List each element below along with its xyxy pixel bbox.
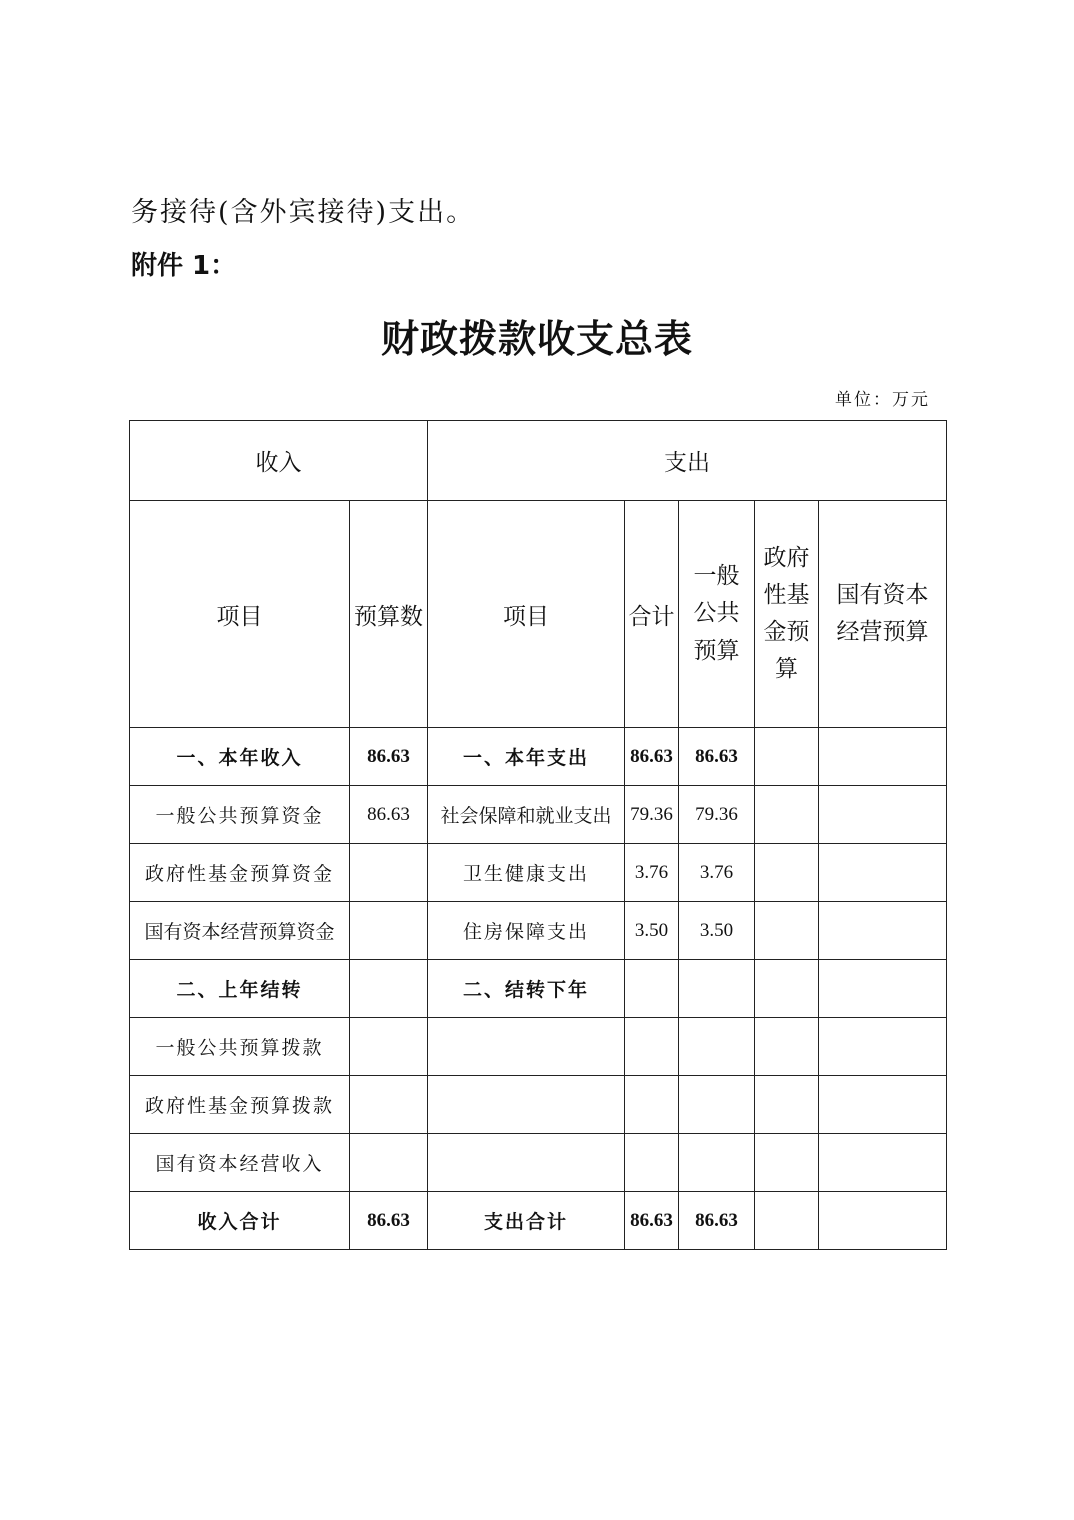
table-row: [130, 960, 947, 1018]
gov-fund-header: [755, 501, 819, 728]
total-cell: 86.63: [625, 1192, 679, 1250]
state-capital-cell: [819, 786, 947, 844]
total-cell: 3.50: [625, 902, 679, 960]
income-item-cell: 二、上年结转: [130, 960, 350, 1018]
general-budget-cell: 86.63: [679, 1192, 755, 1250]
income-budget-cell: 86.63: [350, 1192, 428, 1250]
gov-fund-cell: [755, 960, 819, 1018]
income-item-cell: 政府性基金预算资金: [130, 844, 350, 902]
expense-item-cell: 支出合计: [428, 1192, 625, 1250]
page-title: 财政拨款收支总表: [380, 316, 693, 361]
income-budget-cell: [350, 844, 428, 902]
gov-fund-cell: [755, 1018, 819, 1076]
gov-fund-header-line: 政府: [763, 544, 810, 571]
expense-item-cell: 卫生健康支出: [428, 844, 625, 902]
income-budget-cell: [350, 1134, 428, 1192]
income-budget-cell: [350, 1076, 428, 1134]
expense-item-cell: [428, 1018, 625, 1076]
expense-item-cell: 二、结转下年: [428, 960, 625, 1018]
gov-fund-cell: [755, 844, 819, 902]
income-header: 收入: [130, 421, 428, 501]
state-capital-cell: [819, 1192, 947, 1250]
table-row: [130, 844, 947, 902]
general-budget-cell: [679, 1134, 755, 1192]
state-capital-cell: [819, 1076, 947, 1134]
total-cell: [625, 1018, 679, 1076]
state-capital-header-line: 国有资本: [836, 581, 929, 608]
gov-fund-cell: [755, 1192, 819, 1250]
expense-item-cell: [428, 1134, 625, 1192]
state-capital-cell: [819, 960, 947, 1018]
total-cell: 86.63: [625, 728, 679, 786]
total-cell: [625, 1076, 679, 1134]
income-item-header: 项目: [130, 501, 350, 728]
expense-item-cell: 社会保障和就业支出: [428, 786, 625, 844]
general-budget-cell: 86.63: [679, 728, 755, 786]
general-budget-cell: [679, 960, 755, 1018]
total-cell: 3.76: [625, 844, 679, 902]
state-capital-cell: [819, 1018, 947, 1076]
gov-fund-header-line: 金预: [763, 619, 810, 645]
state-capital-cell: [819, 728, 947, 786]
table-row: [130, 902, 947, 960]
budget-table: [129, 420, 947, 1250]
header-row-top: [130, 421, 947, 501]
unit-label: 单位：万元: [835, 390, 930, 410]
income-item-cell: 一、本年收入: [130, 728, 350, 786]
total-cell: 79.36: [625, 786, 679, 844]
expense-item-header: 项目: [428, 501, 625, 728]
expense-item-cell: 住房保障支出: [428, 902, 625, 960]
income-item-cell: 国有资本经营收入: [130, 1134, 350, 1192]
income-budget-cell: 86.63: [350, 786, 428, 844]
income-item-cell: 一般公共预算拨款: [130, 1018, 350, 1076]
gov-fund-header-line: 算: [775, 656, 798, 683]
general-budget-cell: 3.76: [679, 844, 755, 902]
income-item-cell: 政府性基金预算拨款: [130, 1076, 350, 1134]
expense-item-cell: 一、本年支出: [428, 728, 625, 786]
table-row: [130, 1192, 947, 1250]
general-budget-cell: [679, 1076, 755, 1134]
general-budget-cell: [679, 1018, 755, 1076]
intro-text: 务接待(含外宾接待)支出。: [131, 197, 476, 228]
income-budget-cell: [350, 902, 428, 960]
income-budget-cell: [350, 1018, 428, 1076]
gov-fund-cell: [755, 1134, 819, 1192]
expense-header: 支出: [428, 421, 947, 501]
table-row: [130, 786, 947, 844]
state-capital-cell: [819, 844, 947, 902]
table-row: [130, 1134, 947, 1192]
state-capital-cell: [819, 1134, 947, 1192]
total-cell: [625, 960, 679, 1018]
general-budget-header-line: 公共: [693, 600, 740, 627]
table-row: [130, 728, 947, 786]
general-budget-header: [679, 501, 755, 728]
gov-fund-cell: [755, 728, 819, 786]
header-row-columns: [130, 501, 947, 728]
table-row: [130, 1018, 947, 1076]
total-header: 合计: [625, 501, 679, 728]
gov-fund-cell: [755, 1076, 819, 1134]
general-budget-header-line: 一般: [693, 563, 740, 590]
gov-fund-cell: [755, 902, 819, 960]
general-budget-header-line: 预算: [693, 637, 740, 664]
income-item-cell: 一般公共预算资金: [130, 786, 350, 844]
attachment-label: 附件 1：: [131, 251, 237, 281]
income-budget-cell: [350, 960, 428, 1018]
general-budget-cell: 79.36: [679, 786, 755, 844]
state-capital-header: [819, 501, 947, 728]
state-capital-header-line: 经营预算: [836, 619, 929, 645]
income-item-cell: 收入合计: [130, 1192, 350, 1250]
table-row: [130, 1076, 947, 1134]
gov-fund-cell: [755, 786, 819, 844]
general-budget-cell: 3.50: [679, 902, 755, 960]
budget-header: 预算数: [350, 501, 428, 728]
expense-item-cell: [428, 1076, 625, 1134]
income-budget-cell: 86.63: [350, 728, 428, 786]
state-capital-cell: [819, 902, 947, 960]
total-cell: [625, 1134, 679, 1192]
income-item-cell: 国有资本经营预算资金: [130, 902, 350, 960]
gov-fund-header-line: 性基: [763, 581, 810, 608]
